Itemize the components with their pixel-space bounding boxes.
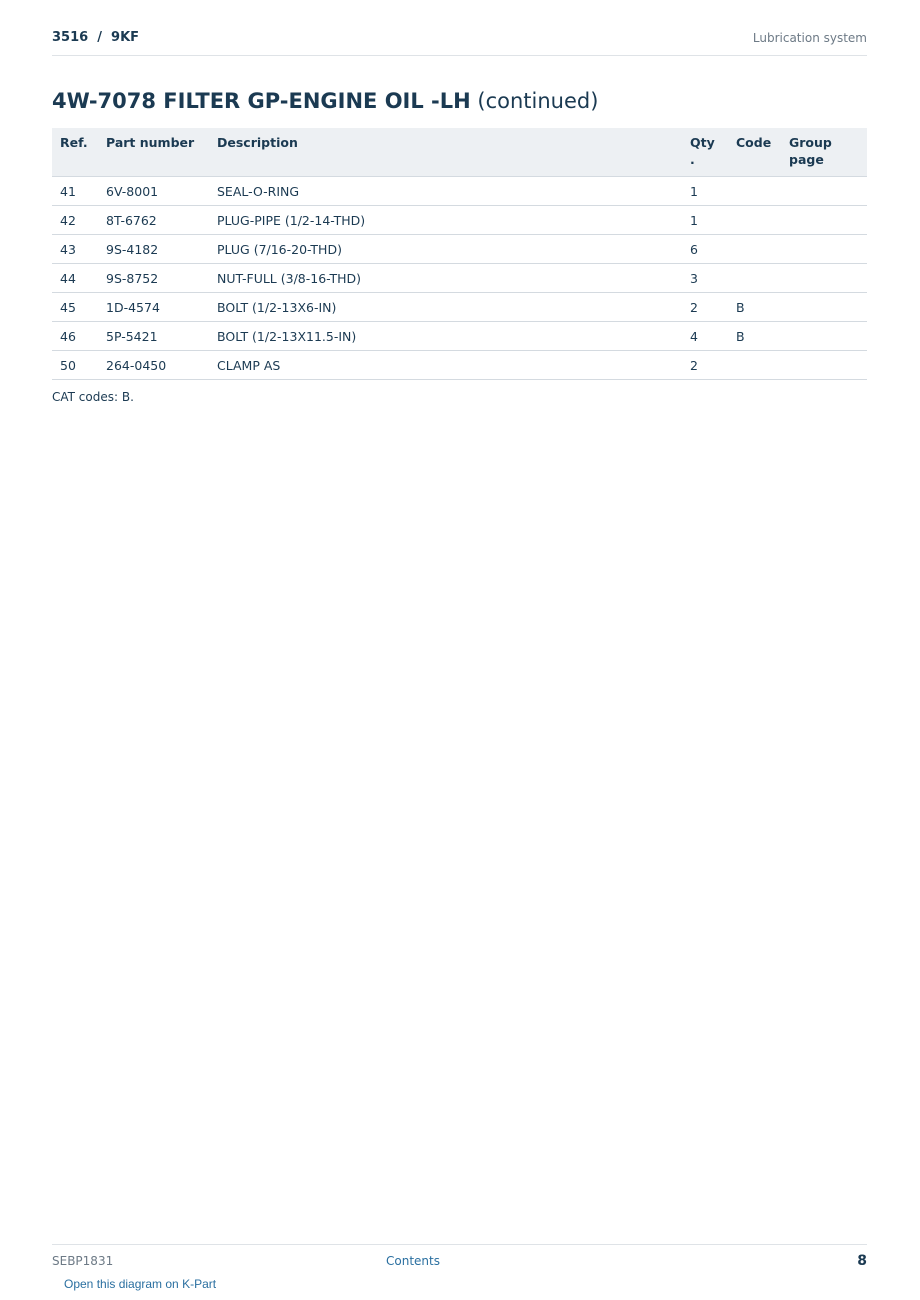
- cell-code: [728, 351, 781, 380]
- cell-code: [728, 177, 781, 206]
- page-footer: [52, 1244, 867, 1295]
- table-row: [52, 206, 867, 235]
- cell-description: CLAMP AS: [209, 351, 682, 380]
- cell-group-page: [781, 264, 867, 293]
- column-header-description: Description: [209, 128, 682, 177]
- title-suffix: (continued): [470, 89, 599, 113]
- cell-group-page: [781, 322, 867, 351]
- page-number: 8: [857, 1253, 867, 1269]
- cell-part-number: 6V-8001: [98, 177, 209, 206]
- cell-qty: 1: [682, 206, 728, 235]
- cell-qty: 4: [682, 322, 728, 351]
- cell-ref: 43: [52, 235, 98, 264]
- table-row: [52, 177, 867, 206]
- table-row: [52, 293, 867, 322]
- cell-group-page: [781, 177, 867, 206]
- cell-part-number: 9S-8752: [98, 264, 209, 293]
- cell-ref: 42: [52, 206, 98, 235]
- breadcrumb: 3516 / 9KF: [52, 30, 140, 45]
- parts-table: [52, 128, 867, 380]
- cat-codes-note: CAT codes: B.: [52, 390, 134, 404]
- cell-part-number: 264-0450: [98, 351, 209, 380]
- column-header-part-number: Part number: [98, 128, 209, 177]
- cell-code: B: [728, 322, 781, 351]
- page-header: [52, 28, 867, 56]
- section-name: Lubrication system: [752, 31, 867, 45]
- cell-group-page: [781, 351, 867, 380]
- cell-description: BOLT (1/2-13X11.5-IN): [209, 322, 682, 351]
- cell-description: BOLT (1/2-13X6-IN): [209, 293, 682, 322]
- cell-qty: 2: [682, 293, 728, 322]
- cell-description: SEAL-O-RING: [209, 177, 682, 206]
- page-title: [52, 89, 598, 113]
- cell-part-number: 9S-4182: [98, 235, 209, 264]
- cell-ref: 46: [52, 322, 98, 351]
- cell-group-page: [781, 235, 867, 264]
- column-header-qty: Qty .: [682, 128, 728, 177]
- contents-link[interactable]: Contents: [386, 1254, 440, 1268]
- cell-code: [728, 206, 781, 235]
- column-header-code: Code: [728, 128, 781, 177]
- cell-qty: 6: [682, 235, 728, 264]
- cell-part-number: 1D-4574: [98, 293, 209, 322]
- cell-qty: 3: [682, 264, 728, 293]
- cell-description: PLUG (7/16-20-THD): [209, 235, 682, 264]
- cell-ref: 41: [52, 177, 98, 206]
- cell-qty: 1: [682, 177, 728, 206]
- cell-part-number: 5P-5421: [98, 322, 209, 351]
- document-id: SEBP1831: [52, 1254, 114, 1268]
- cell-ref: 45: [52, 293, 98, 322]
- table-row: [52, 235, 867, 264]
- table-header-row: [52, 128, 867, 177]
- cell-description: NUT-FULL (3/8-16-THD): [209, 264, 682, 293]
- cell-code: [728, 235, 781, 264]
- title-main: 4W-7078 FILTER GP-ENGINE OIL -LH: [52, 89, 471, 113]
- cell-description: PLUG-PIPE (1/2-14-THD): [209, 206, 682, 235]
- open-kpart-link[interactable]: Open this diagram on K-Part: [64, 1277, 217, 1291]
- table-row: [52, 351, 867, 380]
- cell-ref: 44: [52, 264, 98, 293]
- table-row: [52, 322, 867, 351]
- table-row: [52, 264, 867, 293]
- cell-part-number: 8T-6762: [98, 206, 209, 235]
- cell-ref: 50: [52, 351, 98, 380]
- column-header-group-page: Group page: [781, 128, 867, 177]
- cell-group-page: [781, 206, 867, 235]
- cell-group-page: [781, 293, 867, 322]
- cell-code: [728, 264, 781, 293]
- cell-qty: 2: [682, 351, 728, 380]
- column-header-ref: Ref.: [52, 128, 98, 177]
- cell-code: B: [728, 293, 781, 322]
